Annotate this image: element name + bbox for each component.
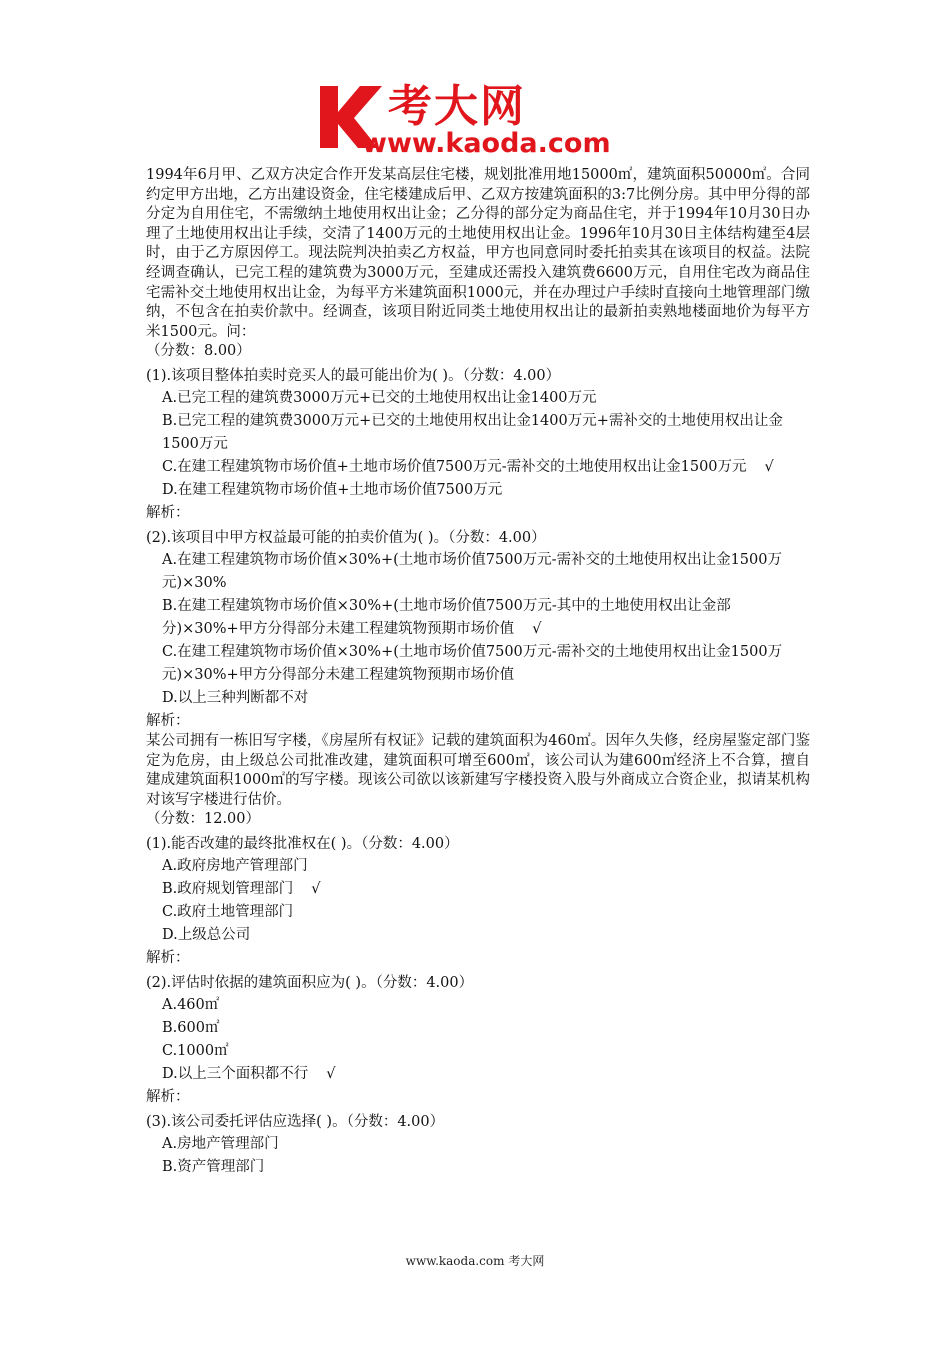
question-block (146, 1111, 810, 1179)
analysis-label: 解析： (146, 504, 190, 521)
document-body (146, 166, 810, 1179)
option-a[interactable] (146, 994, 810, 1017)
question-block (146, 833, 810, 969)
option-b[interactable] (146, 1156, 810, 1179)
case-1-text: 1994年6月甲、乙双方决定合作开发某高层住宅楼，规划批准用地15000㎡，建筑面积50000㎡。合同约定甲方出地，乙方出建设资金，住宅楼建成后甲、乙双方按建筑面积的3:7比例分房。其中甲分得的部分定为自用住宅，不需缴纳土地使用权出让金；乙分得的部分定为商品住宅，并于1994年10月30日办理了土地使用权出让手续，交清了1400万元的土地使用权出让金。1996年10月30日主体结构建至4层时，由于乙方原因停工。现法院判决拍卖乙方权益，甲方也同意同时委托拍卖其在该项目的权益。法院经调查确认，已完工程的建筑费为3000万元，至建成还需投入建筑费6600万元，自用住宅改为商品住宅需补交土地使用权出让金，为每平方米建筑面积1000元，并在办理过户手续时直接向土地管理部门缴纳，不包含在拍卖价款中。经调查，该项目附近同类土地使用权出让的最新拍卖熟地楼面地价为每平方米1500元。问： (146, 167, 810, 340)
case-2-text: 某公司拥有一栋旧写字楼，《房屋所有权证》记载的建筑面积为460㎡。因年久失修，经房屋鉴定部门鉴定为危房，由上级总公司批准改建，建筑面积可增至600㎡，该公司认为建600㎡经济上不合算，擅自建成建筑面积1000㎡的写字楼。现该公司欲以该新建写字楼投资入股与外商成立合资企业，拟请某机构对该写字楼进行估价。 (146, 732, 810, 808)
case-2-score: （分数：12.00） (146, 811, 261, 828)
question-stem: (1).该项目整体拍卖时竞买人的最可能出价为( )。（分数：4.00） (146, 367, 561, 384)
question-block (146, 972, 810, 1108)
correct-check-icon: √ (532, 620, 542, 637)
option-a[interactable] (146, 387, 810, 410)
correct-check-icon: √ (326, 1065, 336, 1082)
option-text: A.在建工程建筑物市场价值×30%+(土地市场价值7500万元-需补交的土地使用权出让金1500万元)×30% (162, 551, 782, 591)
analysis-label: 解析： (146, 949, 190, 966)
question-block (146, 365, 810, 524)
option-c[interactable] (146, 1040, 810, 1063)
option-text: C.在建工程建筑物市场价值+土地市场价值7500万元-需补交的土地使用权出让金1500万元 (162, 458, 747, 475)
option-d[interactable] (146, 1063, 810, 1086)
question-stem: (2).评估时依据的建筑面积应为( )。（分数：4.00） (146, 974, 474, 991)
option-text: D.在建工程建筑物市场价值+土地市场价值7500万元 (162, 481, 503, 498)
option-text: B.600㎡ (162, 1019, 220, 1036)
option-d[interactable] (146, 479, 810, 502)
correct-check-icon: √ (311, 880, 321, 897)
correct-check-icon: √ (764, 458, 774, 475)
option-text: B.已完工程的建筑费3000万元+已交的土地使用权出让金1400万元+需补交的土地使用权出让金1500万元 (162, 412, 783, 452)
option-text: D.以上三个面积都不行 (162, 1065, 309, 1082)
option-text: B.在建工程建筑物市场价值×30%+(土地市场价值7500万元-其中的土地使用权出让金部分)×30%+甲方分得部分未建工程建筑物预期市场价值 (162, 597, 731, 637)
option-d[interactable] (146, 687, 810, 710)
page-footer[interactable]: www.kaoda.com 考大网 (405, 1254, 545, 1268)
option-b[interactable] (146, 410, 810, 456)
case-2 (146, 732, 810, 1179)
option-text: A.房地产管理部门 (162, 1135, 279, 1152)
option-b[interactable] (146, 595, 810, 641)
option-a[interactable] (146, 1133, 810, 1156)
option-d[interactable] (146, 924, 810, 947)
option-text: B.政府规划管理部门 (162, 880, 294, 897)
question-stem: (3).该公司委托评估应选择( )。（分数：4.00） (146, 1113, 445, 1130)
question-block (146, 527, 810, 732)
option-b[interactable] (146, 1017, 810, 1040)
option-text: A.政府房地产管理部门 (162, 857, 308, 874)
option-text: B.资产管理部门 (162, 1158, 265, 1175)
logo-chinese-name: 考大网 (388, 81, 526, 132)
logo-url: www.kaoda.com (362, 128, 611, 159)
option-text: A.460㎡ (162, 996, 220, 1013)
option-text: A.已完工程的建筑费3000万元+已交的土地使用权出让金1400万元 (162, 389, 597, 406)
option-text: C.政府土地管理部门 (162, 903, 294, 920)
option-text: D.以上三种判断都不对 (162, 689, 309, 706)
option-b[interactable] (146, 878, 810, 901)
case-1 (146, 166, 810, 732)
option-text: C.1000㎡ (162, 1042, 229, 1059)
option-c[interactable] (146, 901, 810, 924)
question-stem: (2).该项目中甲方权益最可能的拍卖价值为( )。（分数：4.00） (146, 529, 546, 546)
option-c[interactable] (146, 456, 810, 479)
option-a[interactable] (146, 549, 810, 595)
case-1-score: （分数：8.00） (146, 343, 251, 360)
option-c[interactable] (146, 641, 810, 687)
analysis-label: 解析： (146, 712, 190, 729)
site-logo[interactable] (316, 82, 638, 160)
option-text: D.上级总公司 (162, 926, 251, 943)
question-stem: (1).能否改建的最终批准权在( )。（分数：4.00） (146, 835, 459, 852)
analysis-label: 解析： (146, 1088, 190, 1105)
option-text: C.在建工程建筑物市场价值×30%+(土地市场价值7500万元-需补交的土地使用权出让金1500万元)×30%+甲方分得部分未建工程建筑物预期市场价值 (162, 643, 783, 683)
option-a[interactable] (146, 855, 810, 878)
